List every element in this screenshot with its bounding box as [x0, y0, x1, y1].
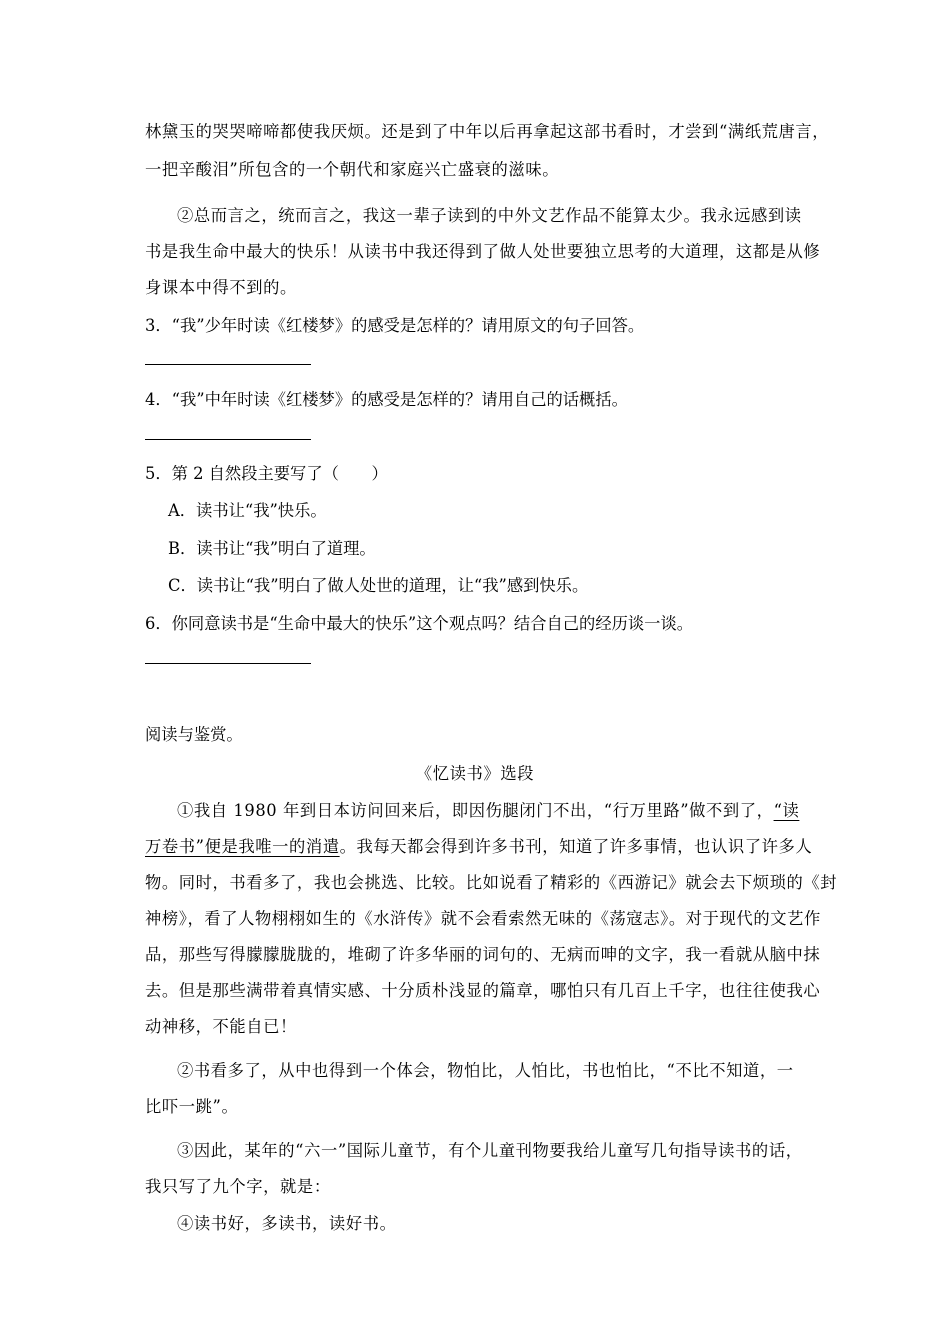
paragraph-1-text: 。我每天都会得到许多书刊，知道了许多事情，也认识了许多人 — [339, 837, 813, 856]
paragraph-2-line: 比吓一跳”。 — [145, 1097, 239, 1116]
option-b[interactable]: B．读书让“我”明白了道理。 — [168, 539, 376, 558]
underlined-phrase: 万卷书”便是我唯一的消遣 — [145, 837, 340, 856]
paragraph-2-line: 身课本中得不到的。 — [145, 278, 297, 297]
question-6: 6．你同意读书是“生命中最大的快乐”这个观点吗？结合自己的经历谈一谈。 — [145, 614, 694, 633]
underlined-phrase: “读 — [773, 801, 800, 820]
paragraph-3-line: ③因此，某年的“六一”国际儿童节，有个儿童刊物要我给儿童写几句指导读书的话， — [177, 1141, 803, 1160]
option-a[interactable]: A．读书让“我”快乐。 — [168, 501, 327, 520]
paragraph-1-line — [145, 833, 812, 857]
question-4: 4．“我”中年时读《红楼梦》的感受是怎样的？请用自己的话概括。 — [145, 390, 628, 409]
answer-blank-6[interactable] — [145, 663, 311, 664]
paragraph-2-line: ②书看多了，从中也得到一个体会，物怕比，人怕比，书也怕比，“不比不知道，一 — [177, 1061, 794, 1080]
paragraph-1-text: ①我自 1980 年到日本访问回来后，即因伤腿闭门不出，“行万里路”做不到了， — [177, 801, 774, 820]
paragraph-1-line: 去。但是那些满带着真情实感、十分质朴浅显的篇章，哪怕只有几百上千字，也往往使我心 — [145, 981, 821, 1000]
passage-line: 一把辛酸泪”所包含的一个朝代和家庭兴亡盛衰的滋味。 — [145, 160, 560, 179]
paragraph-1-line: 物。同时，书看多了，我也会挑选、比较。比如说看了精彩的《西游记》就会去下烦琐的《封 — [145, 873, 838, 892]
question-5: 5．第 2 自然段主要写了（ ） — [145, 464, 388, 483]
paragraph-2-line: ②总而言之，统而言之，我这一辈子读到的中外文艺作品不能算太少。我永远感到读 — [177, 206, 802, 225]
paragraph-1-line: 动神移，不能自已！ — [145, 1017, 297, 1036]
answer-blank-3[interactable] — [145, 364, 311, 365]
passage-line: 林黛玉的哭哭啼啼都使我厌烦。还是到了中年以后再拿起这部书看时，才尝到“满纸荒唐言， — [145, 122, 830, 141]
answer-blank-4[interactable] — [145, 439, 311, 440]
option-c[interactable]: C．读书让“我”明白了做人处世的道理，让“我”感到快乐。 — [168, 576, 589, 595]
paragraph-3-line: 我只写了九个字，就是： — [145, 1177, 331, 1196]
question-3: 3．“我”少年时读《红楼梦》的感受是怎样的？请用原文的句子回答。 — [145, 316, 645, 335]
section-heading: 阅读与鉴赏。 — [145, 725, 243, 744]
paragraph-4-line: ④读书好，多读书，读好书。 — [177, 1214, 397, 1233]
paragraph-1-line — [177, 797, 799, 821]
paragraph-2-line: 书是我生命中最大的快乐！从读书中我还得到了做人处世要独立思考的大道理，这都是从修 — [145, 242, 821, 261]
paragraph-1-line: 神榜》，看了人物栩栩如生的《水浒传》就不会看索然无味的《荡寇志》。对于现代的文艺作 — [145, 909, 821, 928]
paragraph-1-line: 品，那些写得朦朦胧胧的，堆砌了许多华丽的词句的、无病而呻的文字，我一看就从脑中抹 — [145, 945, 821, 964]
passage-title: 《忆读书》选段 — [415, 764, 535, 783]
